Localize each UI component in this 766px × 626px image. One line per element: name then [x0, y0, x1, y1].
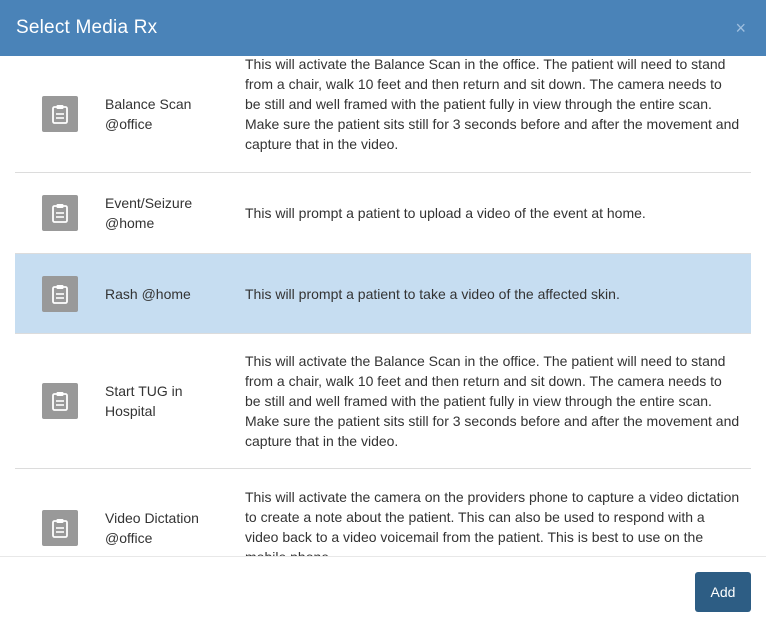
clipboard-icon	[42, 96, 78, 132]
item-description: This will activate the Balance Scan in the office. The patient will need to stand from a chair, walk 10 feet and then return and sit down. The camera needs to be still and well framed with the patient fully in view through the entire scan. Make sure the patient sits still for 3 seconds before and after the movement and capture that in the video.	[245, 56, 740, 152]
item-name-line1: Balance Scan	[105, 96, 192, 112]
clipboard-icon	[42, 510, 78, 546]
clipboard-icon	[42, 276, 78, 312]
item-name	[105, 94, 245, 134]
item-name-line1: Video Dictation	[105, 510, 199, 526]
item-description: This will activate the Balance Scan in the office. The patient will need to stand from a chair, walk 10 feet and then return and sit down. The camera needs to be still and well framed with the patient fully in view through the entire scan. Make sure the patient sits still for 3 seconds before and after the movement and capture that in the video.	[245, 353, 740, 449]
item-name-line1: Event/Seizure	[105, 195, 193, 211]
item-name-line2: Hospital	[105, 403, 156, 419]
item-name-line1: Rash @home	[105, 285, 191, 302]
item-name	[105, 284, 245, 304]
close-icon[interactable]: ×	[735, 18, 746, 38]
item-description: This will prompt a patient to take a video of the affected skin.	[245, 285, 620, 302]
list-item[interactable]	[15, 334, 751, 469]
item-name-line2: @home	[105, 215, 155, 231]
list-item[interactable]	[15, 173, 751, 254]
modal-header	[0, 0, 766, 56]
media-rx-list	[0, 56, 766, 556]
add-button[interactable]: Add	[695, 572, 751, 612]
modal-footer	[0, 556, 766, 626]
list-item-selected[interactable]	[15, 254, 751, 334]
list-item[interactable]	[15, 56, 751, 173]
item-name-line2: @office	[105, 530, 153, 546]
item-name-line2: @office	[105, 116, 153, 132]
item-description: This will prompt a patient to upload a video of the event at home.	[245, 205, 646, 221]
item-name-line1: Start TUG in	[105, 383, 183, 399]
clipboard-icon	[42, 383, 78, 419]
clipboard-icon	[42, 195, 78, 231]
item-description: This will activate the camera on the providers phone to capture a video dictation to create a note about the patient. This can also be used to respond with a video back to a video voicemail from the patient. This is best to use on the	[245, 489, 740, 545]
item-name	[105, 381, 245, 421]
item-name	[105, 193, 245, 233]
item-name	[105, 508, 245, 548]
modal-title: Select Media Rx	[16, 17, 158, 38]
